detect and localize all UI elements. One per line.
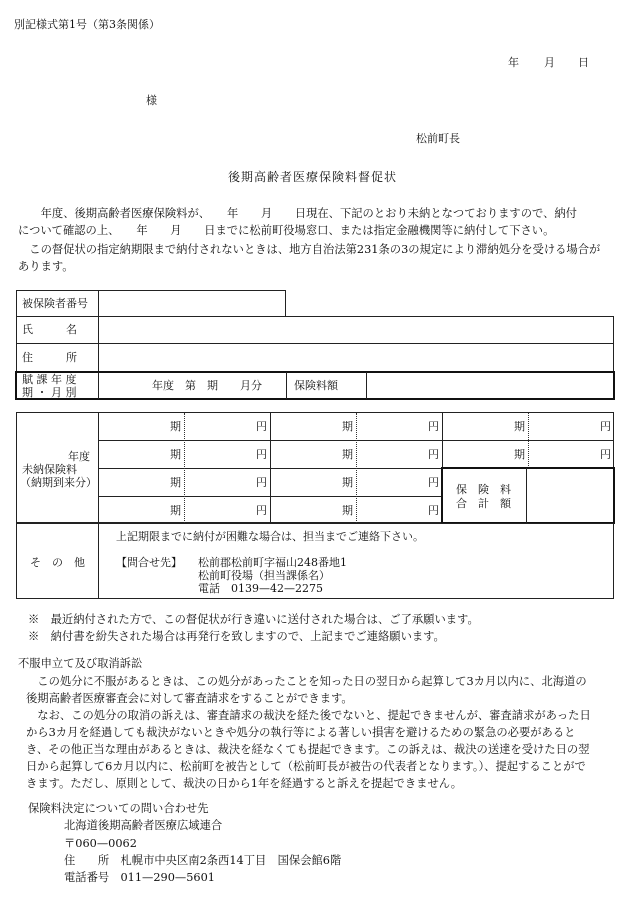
assessment-year-label: 賦 課 年 度: [22, 373, 77, 386]
premium-total-label-1: 保 険 料: [456, 483, 511, 496]
body-line-2: について確認の上、 年 月 日までに松前町役場窓口、または指定金融機関等に納付して下さい。: [18, 224, 555, 237]
body-line-4: あります。: [18, 260, 74, 273]
inquiry-phone: 電話番号 011—290—5601: [64, 871, 215, 884]
other-label: そ の 他: [30, 556, 85, 569]
yen-unit: 円: [256, 476, 267, 489]
appeal-heading: 不服申立て及び取消訴訟: [18, 657, 143, 670]
inquiry-address: 住 所 札幌市中央区南2条西14丁目 国保会館6階: [64, 854, 342, 867]
appeal-line-5: き、その他正当な理由があるときは、裁決を経なくても提起できます。この訴えは、裁決の送達を受けた日の翌: [26, 743, 590, 756]
period-unit: 期: [342, 448, 353, 461]
premium-amount-label: 保険料額: [294, 379, 338, 392]
contact-phone: 電話 0139—42—2275: [198, 582, 323, 595]
insured-number-label: 被保険者番号: [22, 297, 88, 310]
assessment-period-label: 期 ・ 月 別: [22, 386, 77, 399]
contact-label: 【問合せ先】: [116, 556, 182, 569]
issuer-name: 松前町長: [416, 132, 460, 145]
period-unit: 期: [342, 504, 353, 517]
date-year-label: 年: [508, 56, 519, 69]
body-line-1: 年度、後期高齢者医療保険料が、 年 月 日現在、下記のとおり未納となつておりますので、納付: [18, 207, 577, 220]
yen-unit: 円: [428, 476, 439, 489]
addressee-suffix: 様: [146, 94, 157, 107]
contact-notice: 上記期限までに納付が困難な場合は、担当までご連絡下さい。: [116, 530, 424, 543]
yen-unit: 円: [428, 504, 439, 517]
inquiry-heading: 保険料決定についての問い合わせ先: [28, 802, 209, 815]
yen-unit: 円: [428, 420, 439, 433]
yen-unit: 円: [428, 448, 439, 461]
name-label: 氏 名: [22, 323, 77, 336]
appeal-line-2: 後期高齢者医療審査会に対して審査請求をすることができます。: [26, 692, 353, 705]
unpaid-year-label: 年度: [68, 450, 90, 463]
premium-total-label-2: 合 計 額: [456, 497, 511, 510]
document-title: 後期高齢者医療保険料督促状: [228, 170, 398, 184]
yen-unit: 円: [256, 504, 267, 517]
date-month-label: 月: [544, 56, 555, 69]
unpaid-main-label: 未納保険料: [22, 463, 77, 476]
period-unit: 期: [170, 420, 181, 433]
date-day-label: 日: [578, 56, 589, 69]
appeal-line-6: 日から起算して6カ月以内に、松前町を被告として（松前町長が被告の代表者となります。）、提起することがで: [26, 760, 586, 773]
appeal-line-4: から3カ月を経過しても裁決がないときや処分の執行等による著しい損害を避けるための緊急の必要があると: [26, 726, 576, 739]
inquiry-org: 北海道後期高齢者医療広域連合: [64, 819, 223, 832]
yen-unit: 円: [256, 448, 267, 461]
inquiry-postal: 〒060—0062: [64, 837, 137, 850]
body-line-3: この督促状の指定納期限まで納付されないときは、地方自治法第231条の3の規定により滞納処分を受ける場合が: [18, 243, 601, 256]
unpaid-sub-label: （納期到来分）: [20, 476, 97, 489]
yen-unit: 円: [600, 448, 611, 461]
appeal-line-3: なお、この処分の取消の訴えは、審査請求の裁決を経た後でないと、提起できませんが、審査請求があった日: [26, 709, 591, 722]
note-1: ※ 最近納付された方で、この督促状が行き違いに送付された場合は、ご了承願います。: [28, 613, 479, 626]
appeal-line-7: きます。ただし、原則として、裁決の日から1年を経過すると訴えを提起できません。: [26, 777, 463, 790]
period-unit: 期: [342, 476, 353, 489]
yen-unit: 円: [600, 420, 611, 433]
period-unit: 期: [514, 448, 525, 461]
period-unit: 期: [342, 420, 353, 433]
contact-address: 松前郡松前町字福山248番地1: [198, 556, 347, 569]
form-reference: 別記様式第1号（第3条関係）: [14, 18, 160, 31]
period-unit: 期: [170, 504, 181, 517]
period-unit: 期: [170, 476, 181, 489]
note-2: ※ 納付書を紛失された場合は再発行を致しますので、上記までご連絡願います。: [28, 630, 445, 643]
address-label: 住 所: [22, 351, 77, 364]
contact-office: 松前町役場（担当課係名）: [198, 569, 330, 582]
appeal-line-1: この処分に不服があるときは、この処分があったことを知った日の翌日から起算して3カ月以内に、北海道の: [26, 675, 587, 688]
yen-unit: 円: [256, 420, 267, 433]
assessment-period-value: 年度 第 期 月分: [152, 379, 262, 392]
period-unit: 期: [170, 448, 181, 461]
period-unit: 期: [514, 420, 525, 433]
